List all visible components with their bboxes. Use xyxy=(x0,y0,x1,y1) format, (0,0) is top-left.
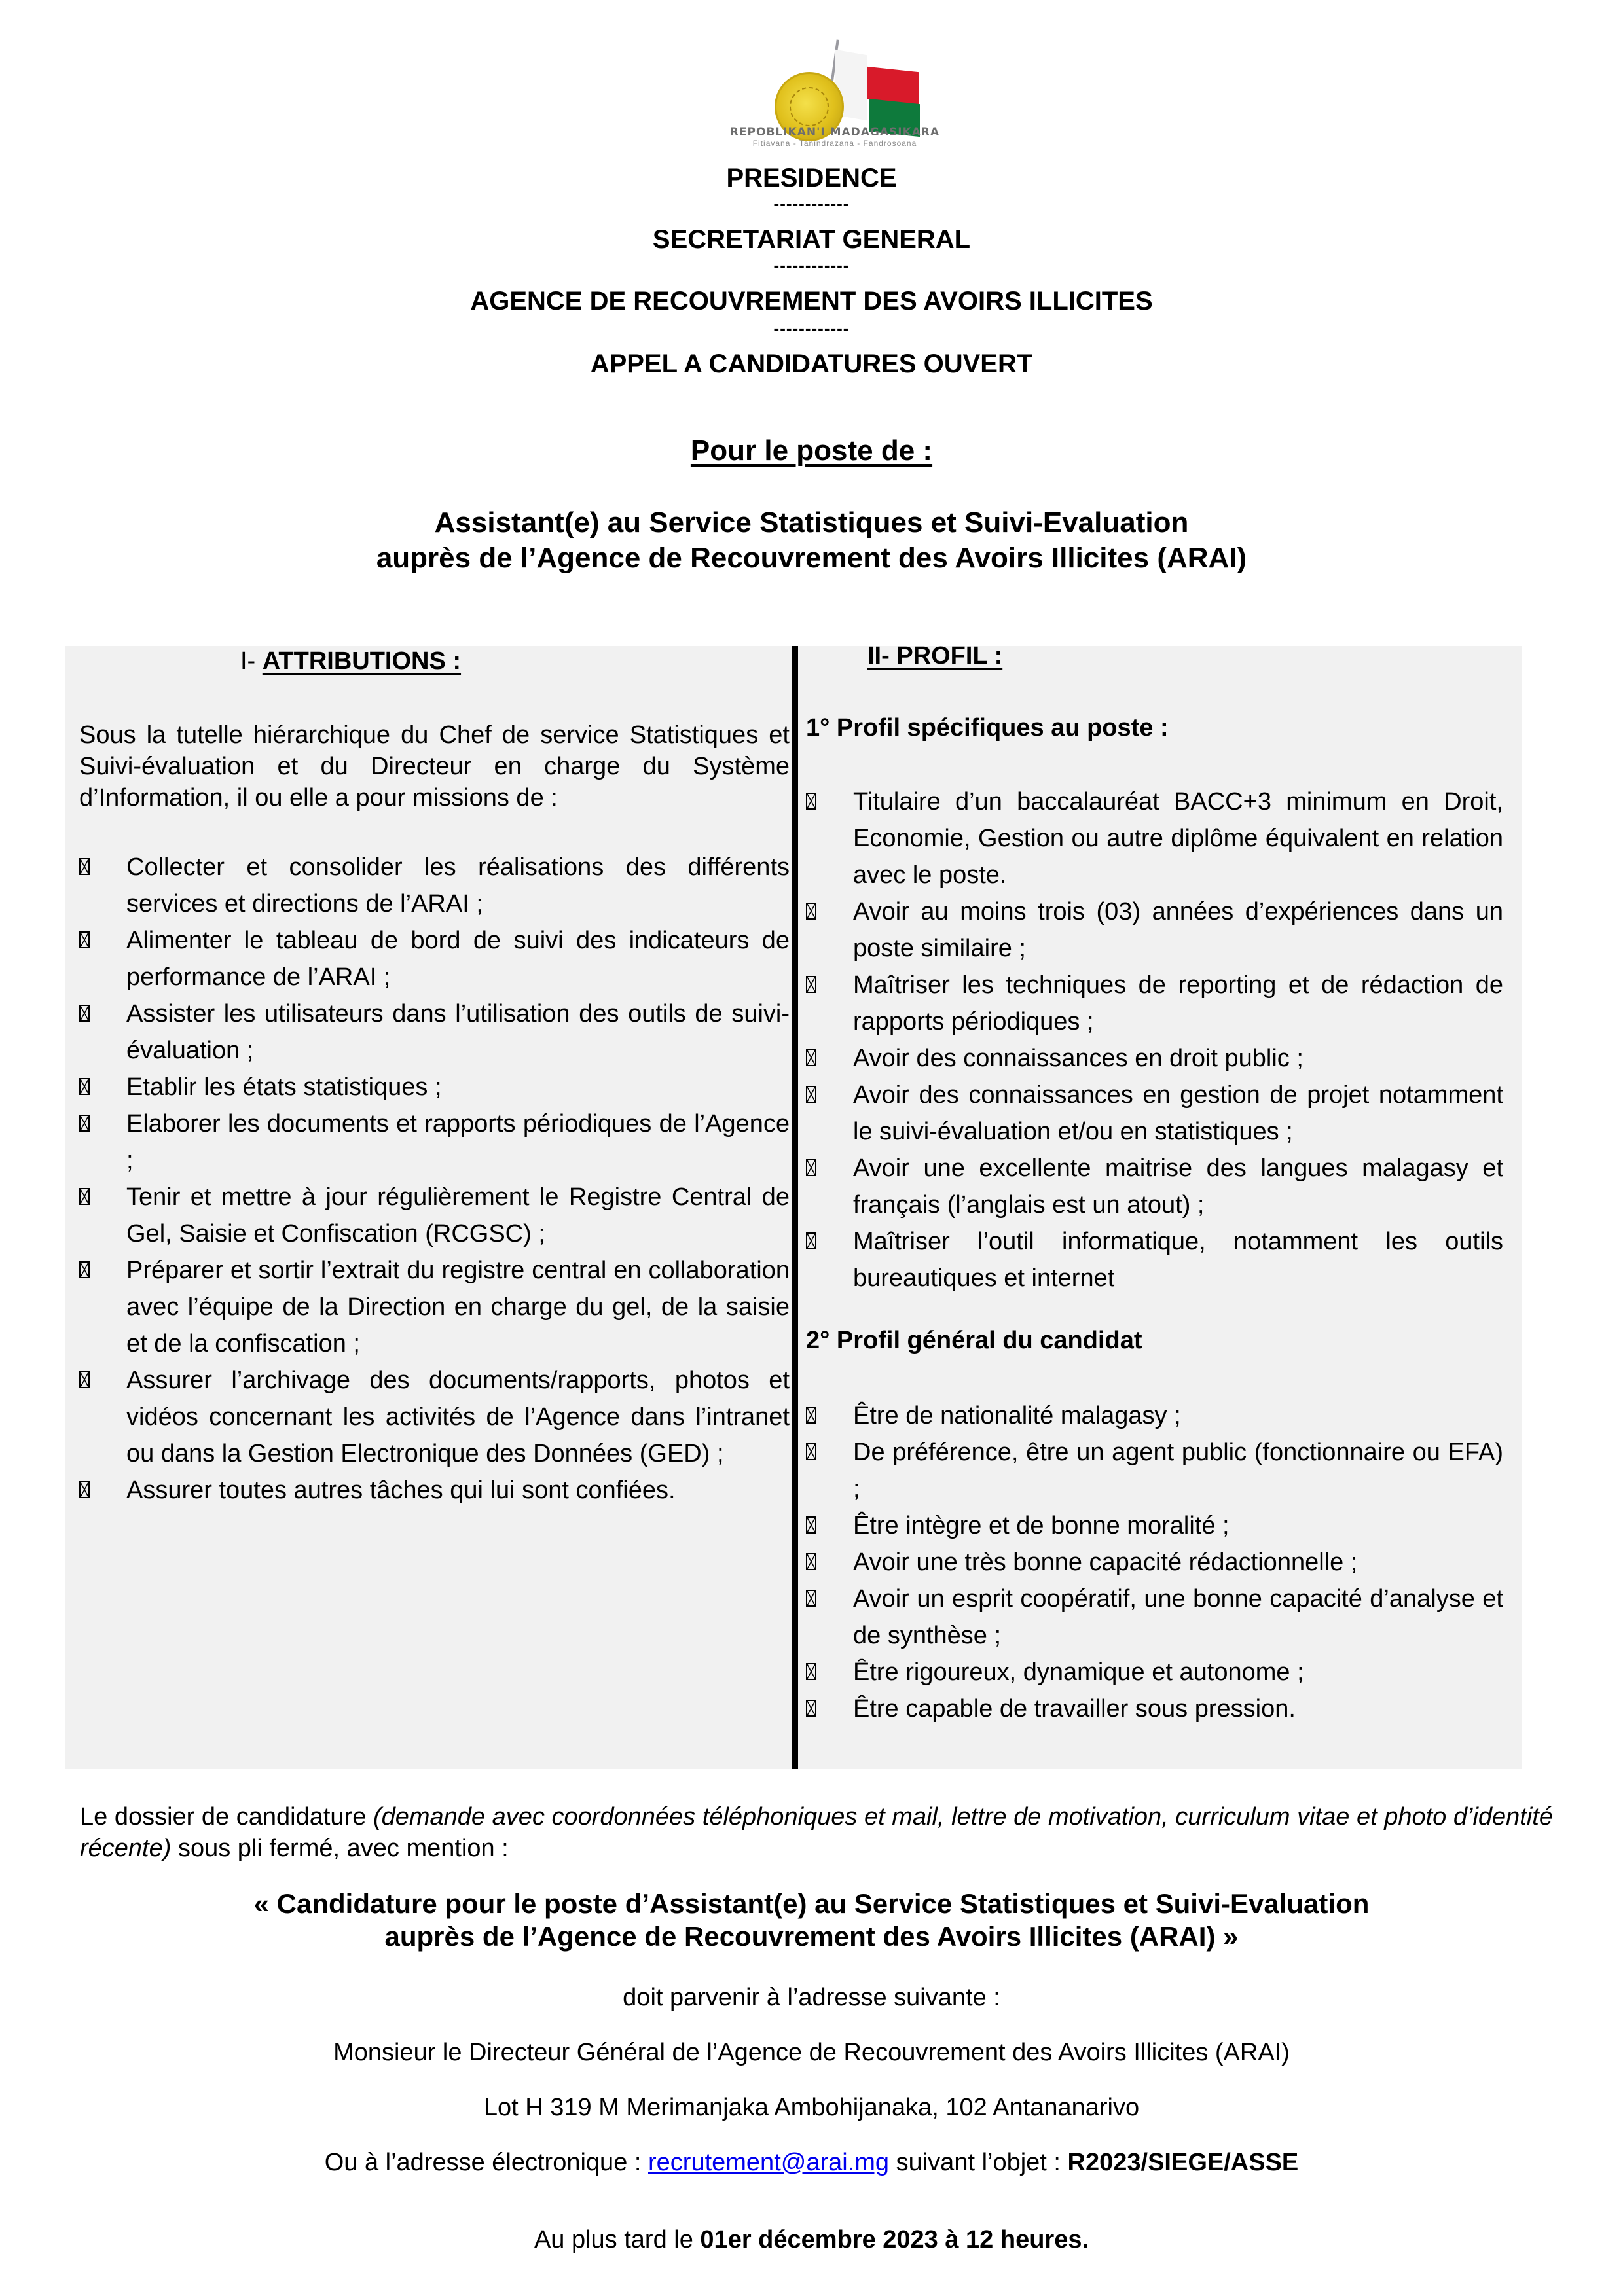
list-item-text: Préparer et sortir l’extrait du registre central en collaboration avec l’équipe de la Direction en charge du gel, de la saisie et de la confiscation ; xyxy=(126,1257,790,1357)
list-item xyxy=(806,783,1503,893)
poste-label: Pour le poste de : xyxy=(690,435,933,467)
list-item-text: Assurer toutes autres tâches qui lui sont confiées. xyxy=(126,1477,676,1504)
mention-line2: auprès de l’Agence de Recouvrement des Avoirs Illicites (ARAI) » xyxy=(384,1921,1239,1952)
header-agency: AGENCE DE RECOUVREMENT DES AVOIRS ILLICITES xyxy=(470,287,1153,315)
list-item xyxy=(79,1362,790,1472)
bullet-icon xyxy=(806,903,816,920)
list-item-text: Être capable de travailler sous pression. xyxy=(853,1695,1296,1723)
list-item-text: Maîtriser les techniques de reporting et de rédaction de rapports périodiques ; xyxy=(853,971,1503,1035)
list-item xyxy=(806,1150,1503,1223)
poste-title-line1: Assistant(e) au Service Statistiques et Suivi-Evaluation xyxy=(434,507,1189,539)
poste-title-line2: auprès de l’Agence de Recouvrement des Avoirs Illicites (ARAI) xyxy=(376,542,1247,574)
list-item xyxy=(79,849,790,922)
list-item-text: Collecter et consolider les réalisations des différents services et directions de l’ARAI ; xyxy=(126,853,790,918)
list-item-text: Avoir une excellente maitrise des langues malagasy et français (l’anglais est un atout) ; xyxy=(853,1155,1503,1219)
bullet-icon xyxy=(806,976,816,993)
list-item xyxy=(79,922,790,996)
bullet-icon xyxy=(806,1590,816,1607)
list-item-text: Elaborer les documents et rapports périodiques de l’Agence ; xyxy=(126,1110,790,1174)
bullet-icon xyxy=(79,1005,90,1022)
list-item xyxy=(79,1105,790,1179)
list-item xyxy=(79,996,790,1069)
bullet-icon xyxy=(806,1553,816,1570)
attributions-title: ATTRIBUTIONS : xyxy=(262,647,462,675)
email-middle: suivant l’objet : xyxy=(889,2149,1068,2176)
recipient: Monsieur le Directeur Général de l’Agence de Recouvrement des Avoirs Illicites (ARAI) xyxy=(333,2039,1290,2066)
profil-specific-heading: 1° Profil spécifiques au poste : xyxy=(806,714,1169,742)
list-item-text: Avoir une très bonne capacité rédactionnelle ; xyxy=(853,1549,1358,1576)
list-item-text: Titulaire d’un baccalauréat BACC+3 minimum en Droit, Economie, Gestion ou autre diplôme équivalent en relation avec le poste. xyxy=(853,788,1503,889)
list-item-text: Maîtriser l’outil informatique, notamment les outils bureautiques et internet xyxy=(853,1228,1503,1292)
bullet-icon xyxy=(806,1443,816,1460)
dossier-prefix: Le dossier de candidature xyxy=(80,1803,373,1831)
list-item xyxy=(806,1397,1503,1434)
bullet-icon xyxy=(79,1078,90,1095)
list-item-text: Tenir et mettre à jour régulièrement le Registre Central de Gel, Saisie et Confiscation (RCGSC) ; xyxy=(126,1183,790,1247)
header-separator: ------------ xyxy=(773,318,850,338)
header-call-for-applications: APPEL A CANDIDATURES OUVERT xyxy=(590,350,1033,378)
mention-line1: « Candidature pour le poste d’Assistant(e) au Service Statistiques et Suivi-Evaluation xyxy=(253,1888,1370,1919)
list-item-text: Assurer l’archivage des documents/rapports, photos et vidéos concernant les activités de l’Agence dans l’intranet ou dans la Gestion Electronique des Données (GED) ; xyxy=(126,1367,790,1467)
bullet-icon xyxy=(79,1481,90,1498)
list-item xyxy=(79,1252,790,1362)
list-item-text: Être de nationalité malagasy ; xyxy=(853,1402,1181,1429)
email-link[interactable]: recrutement@arai.mg xyxy=(648,2149,890,2176)
list-item-text: Avoir au moins trois (03) années d’expériences dans un poste similaire ; xyxy=(853,898,1503,962)
list-item-text: Assister les utilisateurs dans l’utilisation des outils de suivi-évaluation ; xyxy=(126,1000,790,1064)
bullet-icon xyxy=(79,1188,90,1205)
dossier-suffix: sous pli fermé, avec mention : xyxy=(171,1835,509,1862)
list-item xyxy=(806,893,1503,967)
poste-label-wrap xyxy=(0,435,1623,467)
deadline-date: 01er décembre 2023 à 12 heures. xyxy=(700,2226,1089,2253)
bullet-icon xyxy=(79,1115,90,1132)
email-line xyxy=(0,2147,1623,2178)
bullet-icon xyxy=(79,1261,90,1278)
bullet-icon xyxy=(806,1086,816,1103)
bullet-icon xyxy=(806,1049,816,1066)
bullet-icon xyxy=(806,1159,816,1176)
list-item-text: Être rigoureux, dynamique et autonome ; xyxy=(853,1659,1304,1686)
list-item-text: Avoir des connaissances en gestion de projet notamment le suivi-évaluation et/ou en statistiques ; xyxy=(853,1081,1503,1145)
list-item-text: Être intègre et de bonne moralité ; xyxy=(853,1512,1230,1539)
list-item-text: Avoir un esprit coopératif, une bonne capacité d’analyse et de synthèse ; xyxy=(853,1585,1503,1649)
list-item xyxy=(806,1654,1503,1691)
list-item xyxy=(806,1077,1503,1150)
profil-general-heading: 2° Profil général du candidat xyxy=(806,1327,1142,1354)
postal-address: Lot H 319 M Merimanjaka Ambohijanaka, 102 Antananarivo xyxy=(483,2094,1140,2121)
header-presidence: PRESIDENCE xyxy=(726,164,897,192)
list-item xyxy=(79,1069,790,1105)
header-separator: ------------ xyxy=(773,194,850,213)
list-item-text: Avoir des connaissances en droit public ; xyxy=(853,1045,1304,1072)
bullet-icon xyxy=(806,1663,816,1680)
parvenir-text: doit parvenir à l’adresse suivante : xyxy=(623,1984,1000,2011)
dossier-contents: (demande avec coordonnées téléphoniques et mail, lettre de motivation, curriculum vitae et photo d’identité récente) xyxy=(80,1803,1554,1862)
profil-specific-list xyxy=(806,783,1503,1297)
header-secretariat: SECRETARIAT GENERAL xyxy=(652,225,971,254)
list-item xyxy=(79,1472,790,1509)
profil-general-list xyxy=(806,1397,1503,1727)
column-divider xyxy=(792,646,798,1769)
list-item xyxy=(806,967,1503,1040)
deadline-line xyxy=(0,2224,1623,2255)
list-item-text: De préférence, être un agent public (fonctionnaire ou EFA) ; xyxy=(853,1439,1503,1503)
bullet-icon xyxy=(806,793,816,810)
logo-motto: Fitiavana - Tanindrazana - Fandrosoana xyxy=(752,139,917,148)
reference-code: R2023/SIEGE/ASSE xyxy=(1067,2149,1299,2176)
dossier-paragraph xyxy=(80,1801,1553,1864)
bullet-icon xyxy=(79,931,90,948)
bullet-icon xyxy=(806,1407,816,1424)
bullet-icon xyxy=(806,1700,816,1717)
list-item xyxy=(806,1544,1503,1581)
list-item xyxy=(806,1040,1503,1077)
email-prefix: Ou à l’adresse électronique : xyxy=(324,2149,648,2176)
bullet-icon xyxy=(79,858,90,875)
list-item xyxy=(806,1434,1503,1507)
list-item xyxy=(806,1223,1503,1297)
logo-caption: REPOBLIKAN'I MADAGASIKARA xyxy=(729,126,940,139)
bullet-icon xyxy=(806,1232,816,1249)
list-item xyxy=(806,1581,1503,1654)
attributions-list xyxy=(79,849,790,1509)
bullet-icon xyxy=(79,1371,90,1388)
profil-title: II- PROFIL : xyxy=(867,642,1003,670)
list-item xyxy=(79,1179,790,1252)
list-item xyxy=(806,1507,1503,1544)
profil-heading xyxy=(867,642,1002,670)
list-item-text: Etablir les états statistiques ; xyxy=(126,1073,442,1101)
deadline-prefix: Au plus tard le xyxy=(534,2226,701,2253)
republic-logo xyxy=(717,26,953,151)
list-item xyxy=(806,1691,1503,1727)
attributions-roman: I- xyxy=(240,647,263,675)
list-item-text: Alimenter le tableau de bord de suivi des indicateurs de performance de l’ARAI ; xyxy=(126,927,790,991)
bullet-icon xyxy=(806,1516,816,1534)
attributions-heading xyxy=(240,647,461,675)
attributions-intro: Sous la tutelle hiérarchique du Chef de service Statistiques et Suivi-évaluation et du Directeur en charge du Système d’Information, il ou elle a pour missions de : xyxy=(79,721,790,812)
header-separator: ------------ xyxy=(773,255,850,275)
